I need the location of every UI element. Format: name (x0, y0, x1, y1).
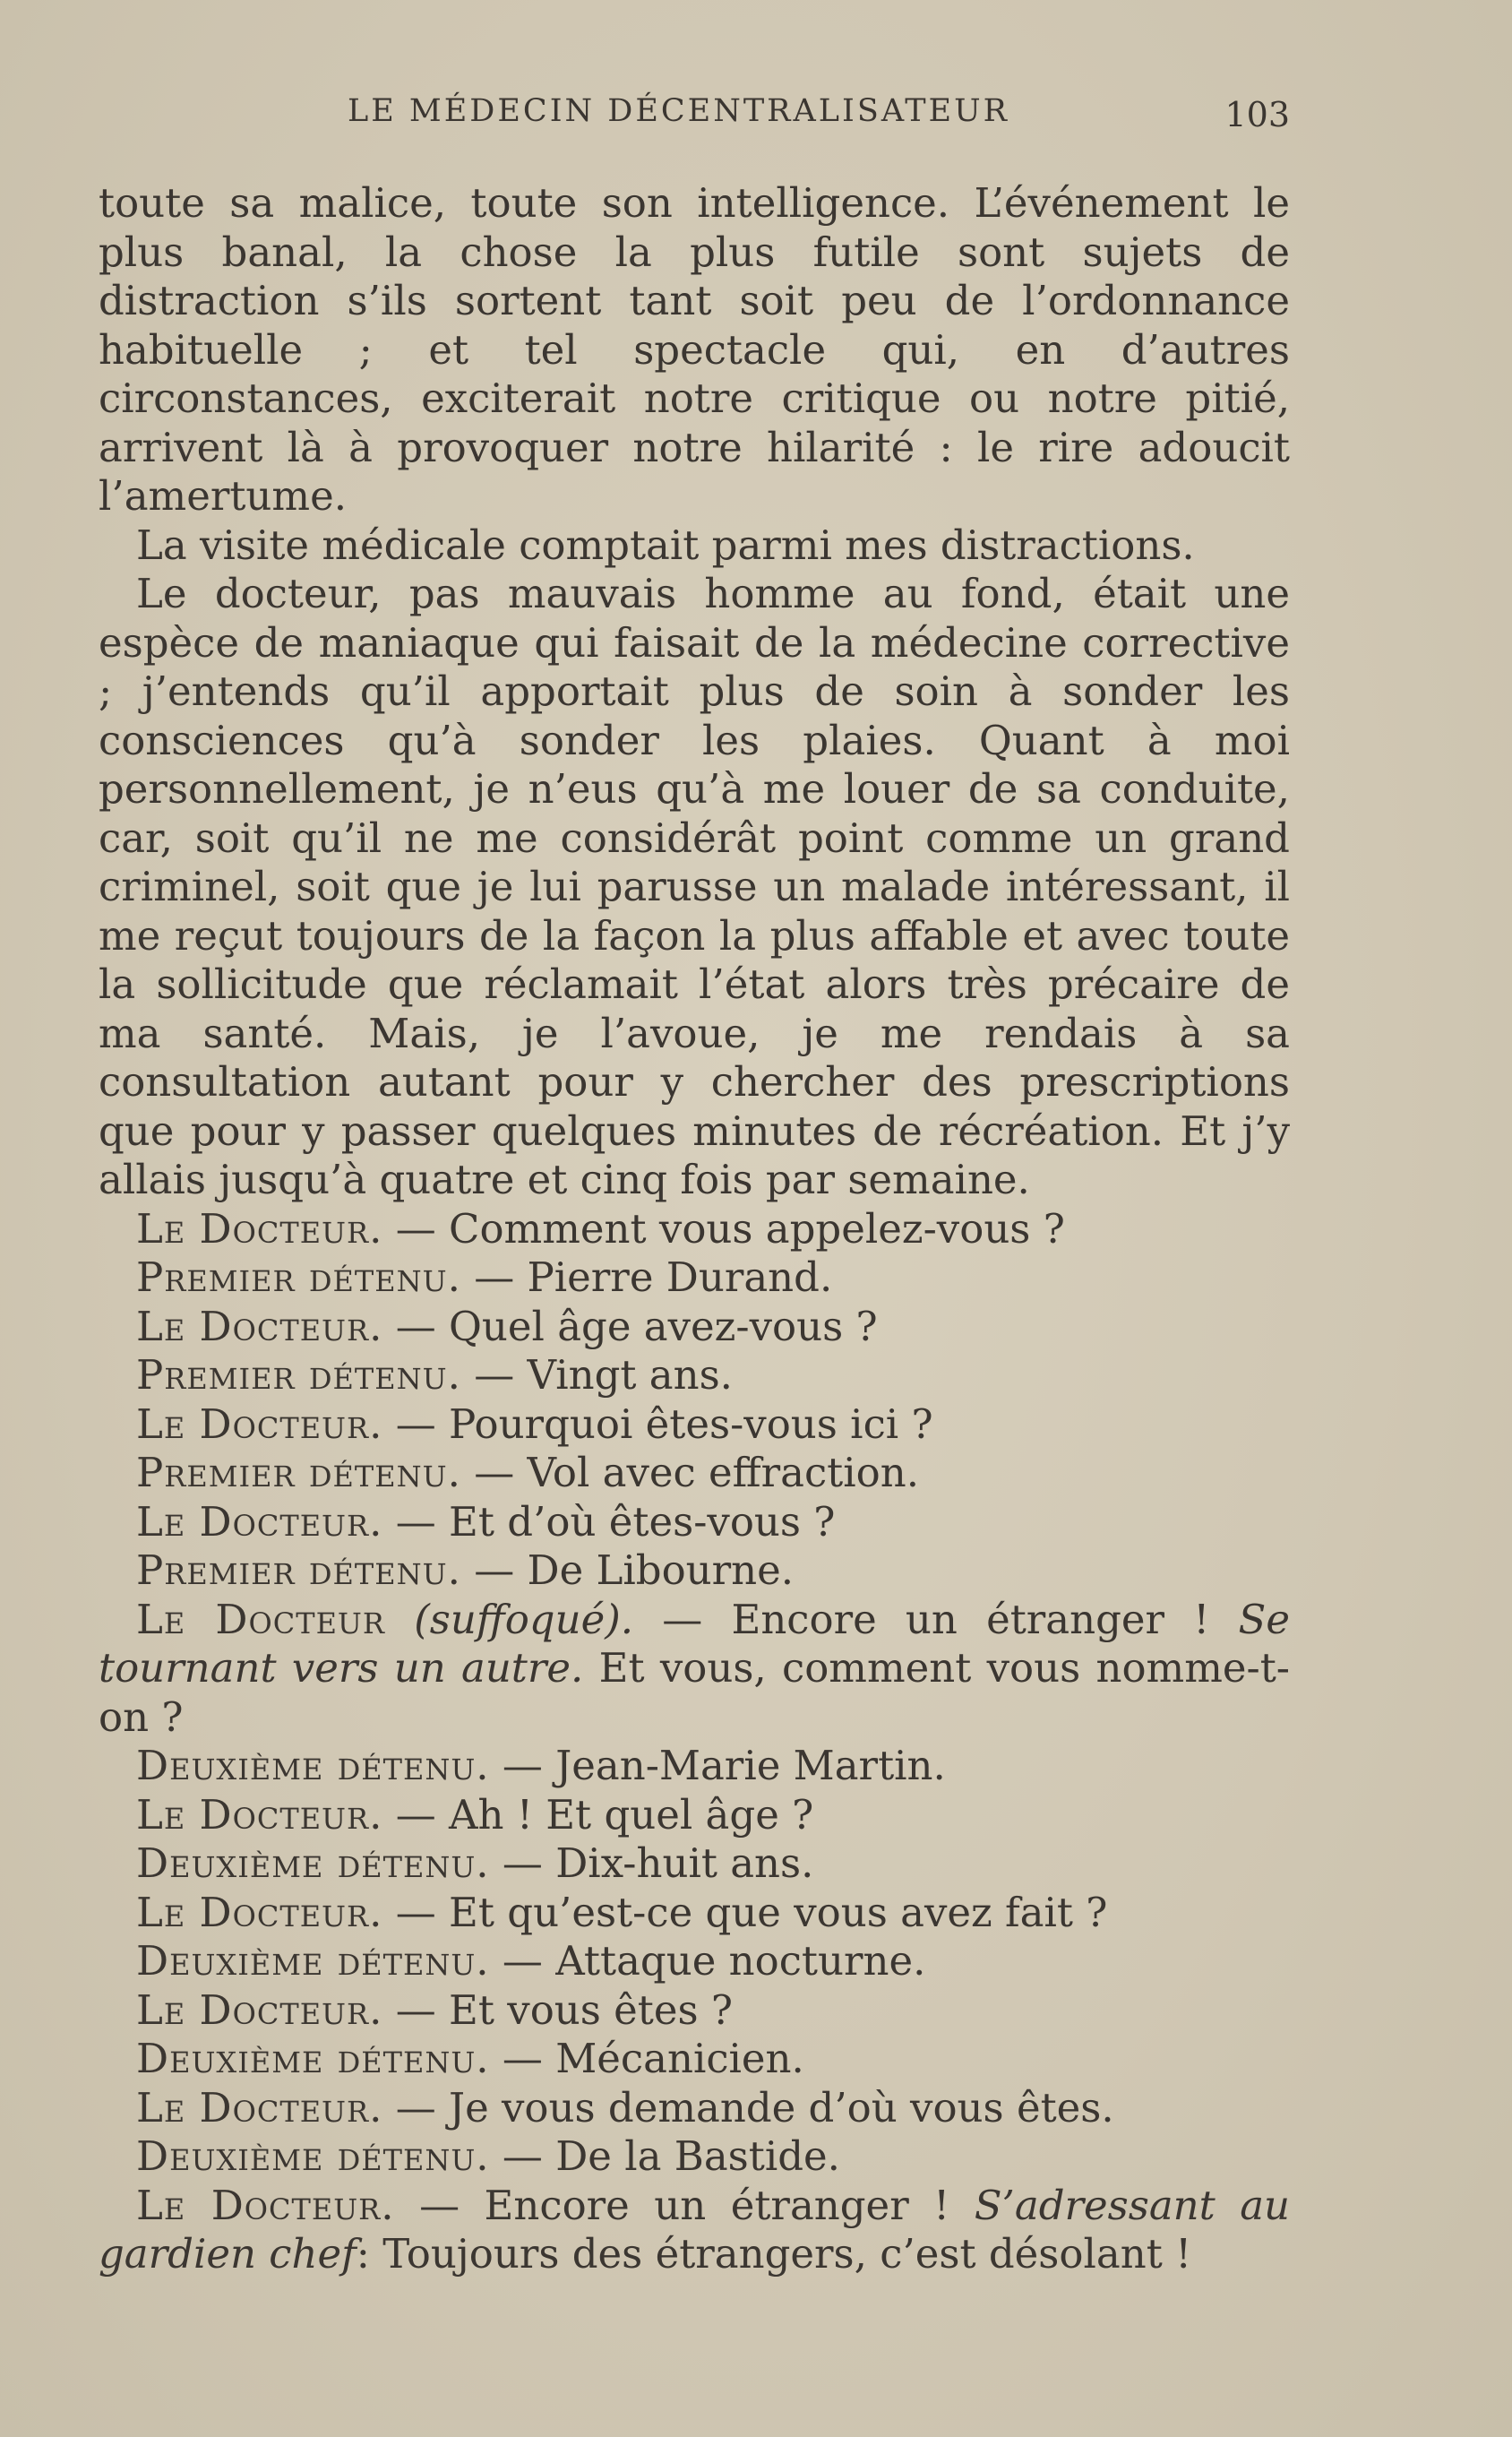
speech: — Encore un étranger ! (633, 1595, 1239, 1643)
dialogue-line (99, 1253, 1290, 1303)
paragraph-docteur: Le docteur, pas mauvais homme au fond, était une espèce de maniaque qui faisait de la médecine corrective ; j’entends qu’il apportait plus de soin à sonder les consciences qu’à sonder les plaies. Quant à moi personnellement, je n’eus qu’à me louer de sa conduite, car, soit qu’il ne me considérât point comme un grand criminel, soit que je lui parusse un malade intéressant, il me reçut toujours de la façon la plus affable et avec toute la sollicitude que réclamait l’état alors très précaire de ma santé. Mais, je l’avoue, je me rendais à sa consultation autant pour y chercher des prescriptions que pour y passer quelques minutes de récréation. Et j’y allais jusqu’à quatre et cinq fois par semaine. (99, 570, 1290, 1203)
speaker: Le Docteur. (136, 1399, 383, 1448)
speech: — Attaque nocturne. (489, 1937, 926, 1985)
speech: — Dix-huit ans. (489, 1839, 814, 1887)
speaker: Le Docteur. (136, 1302, 383, 1350)
dialogue-line (99, 1742, 1290, 1791)
running-title: LE MÉDECIN DÉCENTRALISATEUR (348, 93, 1009, 129)
stage-direction: Se tournant vers un autre. (99, 1595, 1290, 1692)
speech: : Toujours des étrangers, c’est désolant ! (356, 2230, 1192, 2278)
running-head (99, 93, 1290, 133)
dialogue-line (99, 1839, 1290, 1889)
speaker: Le Docteur. (136, 1790, 383, 1839)
stage-direction: (suffoqué). (414, 1595, 634, 1643)
speaker: Le Docteur. (136, 2083, 383, 2131)
dialogue-line (99, 1303, 1290, 1352)
speech: — De Libourne. (460, 1546, 795, 1594)
dialogue-line (99, 1546, 1290, 1596)
speech: — Vol avec effraction. (460, 1449, 920, 1496)
page-number: 103 (1224, 95, 1290, 134)
paragraph-visite: La visite médicale comptait parmi mes distractions. (136, 521, 1195, 569)
body-text (99, 179, 1290, 2279)
speech: — Encore un étranger ! (394, 2181, 975, 2229)
speaker: Le Docteur. (136, 1497, 383, 1546)
dialogue-line (99, 1498, 1290, 1547)
speech: — Je vous demande d’où vous êtes. (382, 2083, 1114, 2131)
dialogue-line (99, 1205, 1290, 1254)
speech: — Et vous êtes ? (382, 1985, 734, 2034)
speech: — De la Bastide. (489, 2132, 840, 2180)
speaker: Deuxième détenu. (136, 2132, 490, 2180)
speech: — Et d’où êtes-vous ? (382, 1497, 836, 1546)
speech: — Jean-Marie Martin. (489, 1742, 946, 1789)
paragraph-continuation: toute sa malice, toute son intelligence. L’événement le plus banal, la chose la plus futile sont sujets de distraction s’ils sortent tant soit peu de l’ordonnance habituelle ; et tel spectacle qui, en d’autres circonstances, exciterait notre critique ou notre pitié, arrivent là à provoquer notre hilarité : le rire adoucit l’amertume. (99, 179, 1290, 520)
speech: — Mécanicien. (489, 2035, 804, 2082)
speech: — Pierre Durand. (460, 1253, 833, 1301)
speaker: Le Docteur (136, 1595, 385, 1643)
dialogue-line (99, 1351, 1290, 1400)
speech: — Ah ! Et quel âge ? (382, 1790, 814, 1839)
stage-direction: S’adressant au gardien chef (99, 2181, 1291, 2278)
speaker: Le Docteur. (136, 1204, 383, 1253)
speaker: Le Docteur. (136, 2181, 395, 2229)
speaker: Le Docteur. (136, 1985, 383, 2034)
speaker: Premier détenu. (136, 1449, 461, 1496)
dialogue-suffoque (99, 1596, 1290, 1743)
dialogue-first-prisoner (99, 1205, 1290, 1596)
dialogue-line (99, 1400, 1290, 1450)
speech: Et vous, comment vous nomme-t-on ? (99, 1644, 1291, 1741)
speaker: Le Docteur. (136, 1888, 383, 1936)
speaker: Premier détenu. (136, 1546, 461, 1594)
dialogue-line (99, 2132, 1290, 2182)
dialogue-line (99, 1449, 1290, 1498)
dialogue-final (99, 2182, 1290, 2279)
speaker: Premier détenu. (136, 1351, 461, 1399)
speaker: Deuxième détenu. (136, 1839, 490, 1887)
speech: — Et qu’est-ce que vous avez fait ? (382, 1888, 1108, 1936)
speaker: Deuxième détenu. (136, 1937, 490, 1985)
speech: — Vingt ans. (460, 1351, 733, 1399)
speaker: Deuxième détenu. (136, 2035, 490, 2082)
dialogue-line (99, 1889, 1290, 1938)
dialogue-line (99, 1791, 1290, 1840)
speech: — Pourquoi êtes-vous ici ? (382, 1399, 933, 1448)
dialogue-line (99, 2084, 1290, 2133)
speaker: Deuxième détenu. (136, 1742, 490, 1789)
dialogue-line (99, 1986, 1290, 2036)
dialogue-line (99, 1937, 1290, 1986)
speech: — Comment vous appelez-vous ? (382, 1204, 1065, 1253)
speech: — Quel âge avez-vous ? (382, 1302, 878, 1350)
dialogue-second-prisoner (99, 1742, 1290, 2182)
dialogue-line (99, 2035, 1290, 2084)
speaker: Premier détenu. (136, 1253, 461, 1301)
